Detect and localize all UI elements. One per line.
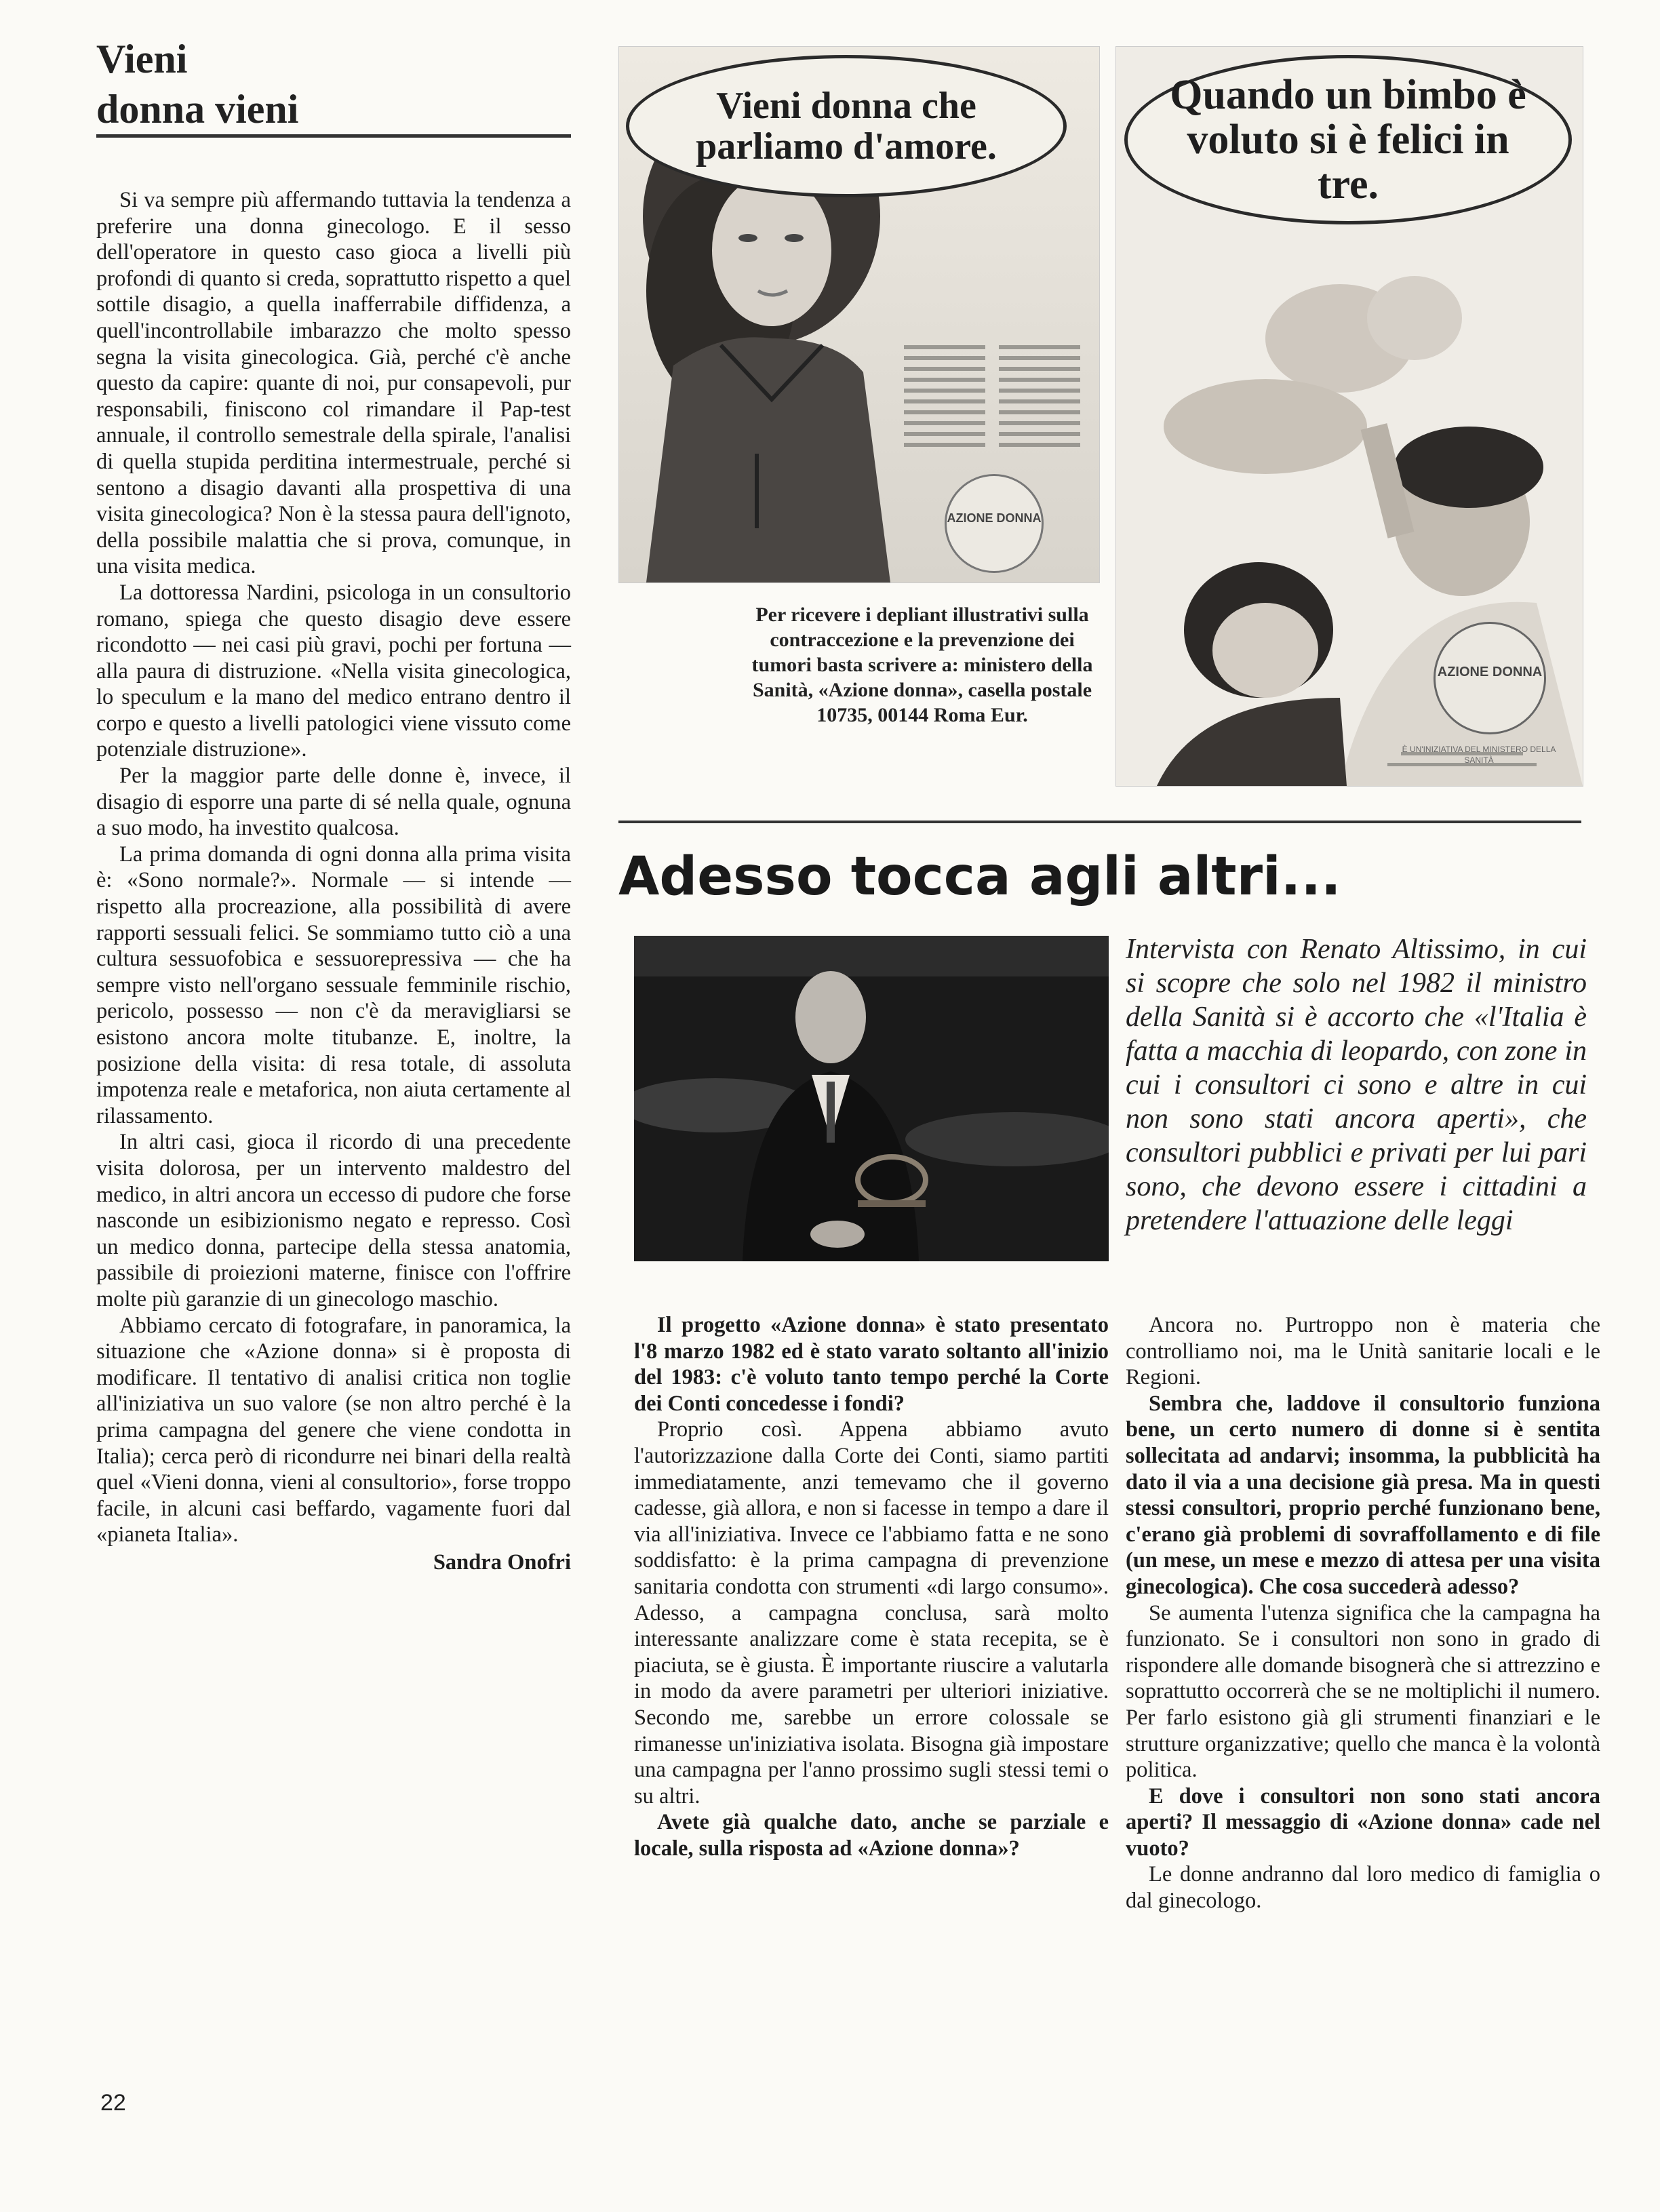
title-underline xyxy=(96,134,571,138)
logo-text: AZIONE DONNA xyxy=(947,511,1042,525)
poster-vieni-donna xyxy=(618,46,1100,583)
paragraph: Per la maggior parte delle donne è, invece, il disagio di esporre una parte di sé nella quale, ognuna a suo modo, ha investito qualcosa. xyxy=(96,764,571,841)
page-number: 22 xyxy=(100,2090,126,2116)
azione-donna-logo xyxy=(945,474,1044,573)
left-article-body xyxy=(96,187,571,1575)
minister-photo xyxy=(634,936,1109,1261)
poster2-footer: È UN'INIZIATIVA DEL MINISTERO DELLA SANITÀ xyxy=(1402,745,1556,765)
interview-intro: Intervista con Renato Altissimo, in cui si scopre che solo nel 1982 il ministro della Sanità si è accorto che «l'Italia è fatta a macchia di leopardo, con zone in cui i consultori ci sono e altre in cui non sono stati ancora aperti», che consultori pubblici e privati per lui pari sono, che devono essere i cittadini a pretendere l'attuazione delle leggi xyxy=(1126,934,1587,1236)
interview-answer: Proprio così. Appena abbiamo avuto l'autorizzazione dalla Corte dei Conti, siamo partiti immediatamente, anzi temevamo che il governo cadesse, già allora, e non si facesse in tempo a dare il via all'iniziativa. Invece ce l'abbiamo fatta e ne sono soddisfatto: è la prima campagna di prevenzione sanitaria condotta con strumenti «di largo consumo». Adesso, a campagna conclusa, sarà molto interessante analizzare come è stata recepita, se è piaciuta, se è giusta. È importante riuscire a valutarla in modo da avere parametri per ulteriori iniziative. Secondo me, sarebbe un errore colossale se rimanesse un'iniziativa isolata. Bisogna già impostare una campagna per l'anno prossimo sugli stessi temi o su altri. xyxy=(634,1417,1109,1809)
logo-text: AZIONE DONNA xyxy=(1437,665,1543,679)
interview-question: Avete già qualche dato, anche se parziale e locale, sulla risposta ad «Azione donna»? xyxy=(634,1810,1109,1861)
poster-quando-un-bimbo xyxy=(1115,46,1583,787)
interview-question: Il progetto «Azione donna» è stato presentato l'8 marzo 1982 ed è stato varato soltanto all'inizio del 1983: c'è voluto tanto tempo perché la Corte dei Conti concedesse i fondi? xyxy=(634,1313,1109,1416)
article-author: Sandra Onofri xyxy=(433,1549,571,1575)
interview-column-2 xyxy=(1126,1312,1600,1914)
article-title-line2: donna vieni xyxy=(96,87,299,132)
minister-photo-illustration xyxy=(634,936,1109,1261)
article-title-line1: Vieni xyxy=(96,37,188,81)
section-divider xyxy=(618,821,1581,823)
interview-question: Sembra che, laddove il consultorio funziona bene, un certo numero di donne si è sentita sollecitata ad andarvi; insomma, la pubblicità ha dato il via a una decisione già presa. Ma in questi stessi consultori, proprio perché funzionano bene, c'erano già problemi di sovraffollamento e di file (un mese, un mese e mezzo di attesa per una visita ginecologica). Che cosa succederà adesso? xyxy=(1126,1391,1600,1599)
poster1-headline: Vieni donna che parliamo d'amore. xyxy=(696,85,997,167)
interview-answer: Ancora no. Purtroppo non è materia che controlliamo noi, ma le Unità sanitarie locali e le Regioni. xyxy=(1126,1313,1600,1390)
poster1-speech-bubble xyxy=(626,55,1067,197)
paragraph: La prima domanda di ogni donna alla prima visita è: «Sono normale?». Normale — si intende — rispetto alla procreazione, alla possibilità di avere rapporti sessuali felici. Se sommiamo tutto ciò a una cultura sessuofobica e sessuorepressiva — che ha sempre visto nell'organo sessuale femminile rischio, pericolo, possesso — non c'è da meravigliarsi se esistono ancora molte titubanze. E, inoltre, la posizione della visita: di resa totale, di assoluta impotenza reale e metaforica, non aiuta certamente al rilassamento. xyxy=(96,842,571,1128)
paragraph: Abbiamo cercato di fotografare, in panoramica, la situazione che «Azione donna» si è proposta di modificare. Il tentativo di analisi critica non toglie all'iniziativa un suo valore (se non altro perché è la prima campagna del genere che viene condotta in Italia); cerca però di ricondurre nei binari della realtà quel «Vieni donna, vieni al consultorio», forse troppo facile, in alcuni casi beffardo, vagamente fuori dal «pianeta Italia». xyxy=(96,1313,571,1547)
interview-question: E dove i consultori non sono stati ancora aperti? Il messaggio di «Azione donna» cade nel vuoto? xyxy=(1126,1783,1600,1861)
paragraph: La dottoressa Nardini, psicologa in un consultorio romano, spiega che questo disagio deve essere ricondotto — nei casi più gravi, pochi per fortuna — alla paura di distruzione. «Nella visita ginecologica, lo speculum e la mano del medico entrano dentro il corpo e questo a livelli patologici viene vissuto come potenziale distruzione». xyxy=(96,580,571,762)
azione-donna-logo xyxy=(1434,622,1546,734)
paragraph: In altri casi, gioca il ricordo di una precedente visita dolorosa, per un intervento maldestro del medico, in altri ancora un eccesso di pudore che forse nasconde un esibizionismo negato e represso. Così un medico donna, partecipe della stessa anatomia, passibile di proiezioni materne, finisce con l'offrire molte più garanzie di un ginecologo maschio. xyxy=(96,1130,571,1311)
poster-caption: Per ricevere i depliant illustrativi sulla contraccezione e la prevenzione dei tumori basta scrivere a: ministero della Sanità, «Azione donna», casella postale 10735, 00144 Roma Eur. xyxy=(751,604,1093,726)
paragraph: Si va sempre più affermando tuttavia la tendenza a preferire una donna ginecologo. E il sesso dell'operatore in questo caso gioca a livelli più profondi di quanto si creda, soprattutto rispetto a quel sottile disagio, a quella inafferrabile diffidenza, a quell'incontrollabile imbarazzo che molto spesso segna la visita ginecologica. Già, perché c'è anche questo da capire: quante di noi, pur consapevoli, pur responsabili, finiscono col rimandare il Pap-test annuale, il controllo semestrale della spirale, l'analisi di quella stupida perditina intermestruale, perché si sentono a disagio davanti alla prospettiva di una visita ginecologica? Non è la stessa paura dell'ignoto, della possibile malattia che si prova, comunque, in una visita medica. xyxy=(96,188,571,579)
poster2-speech-bubble xyxy=(1124,55,1572,224)
poster2-headline: Quando un bimbo è voluto si è felici in tre. xyxy=(1170,72,1526,208)
interview-answer: Se aumenta l'utenza significa che la campagna ha funzionato. Se i consultori non sono in grado di rispondere alle domande bisognerà che si attrezzino e soprattutto occorrerà che se ne moltiplichi il numero. Per farlo esistono già gli strumenti finanziari e le strutture organizzative; quello che manca è la volontà politica. xyxy=(1126,1600,1600,1783)
article-title xyxy=(96,34,571,134)
interview-answer: Le donne andranno dal loro medico di famiglia o dal ginecologo. xyxy=(1126,1862,1600,1914)
interview-column-1 xyxy=(634,1312,1109,1861)
interview-headline: Adesso tocca agli altri... xyxy=(618,846,1341,907)
